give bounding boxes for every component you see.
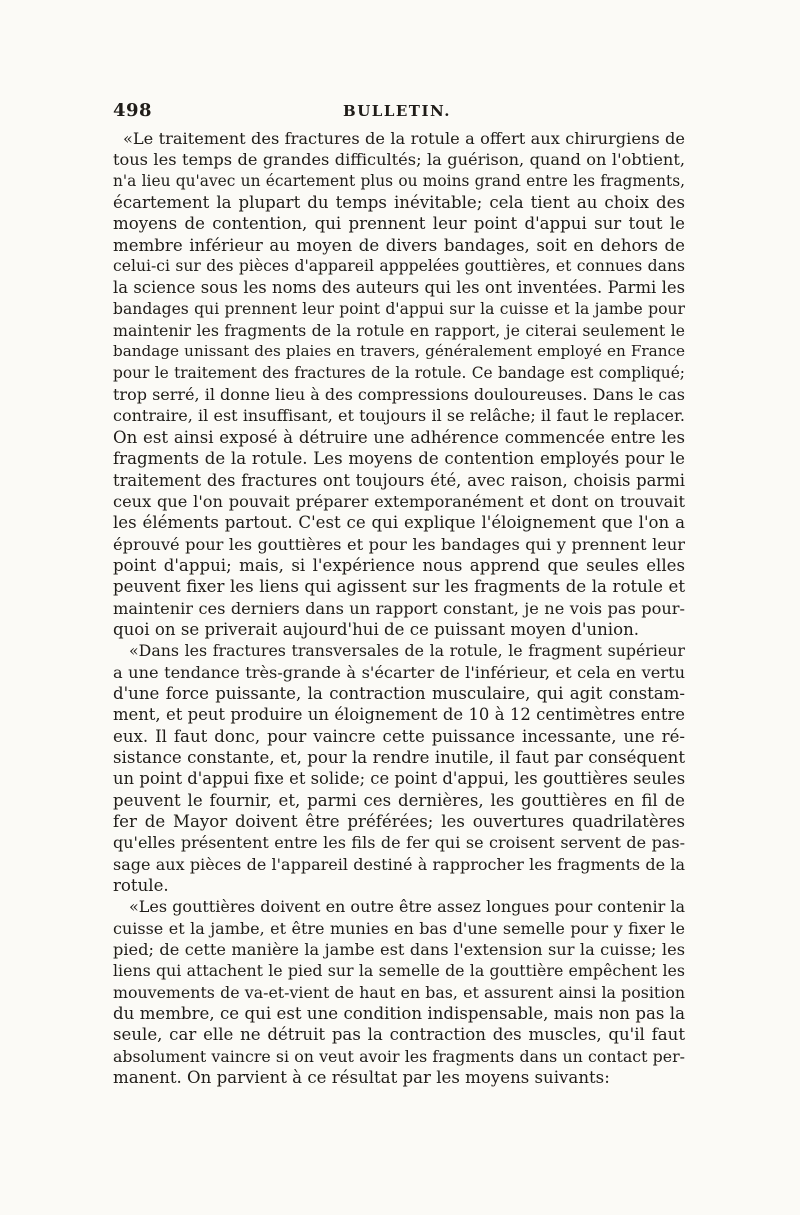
text-line: bandage unissant des plaies en travers, généralement employé en France [113,342,685,361]
text-line: fragments de la rotule. Les moyens de contention employés pour le [113,449,685,469]
text-line: du membre, ce qui est une condition indispensable, mais non pas la [113,1004,685,1024]
text-line: mouvements de va-et-vient de haut en bas, et assurent ainsi la position [113,982,685,1002]
text-line: écartement la plupart du temps inévitable; cela tient au choix des [113,193,685,213]
text-line: un point d'appui fixe et solide; ce point d'appui, les gouttières seules [113,769,686,789]
paragraph [113,128,685,640]
text-line: rotule. [113,876,169,896]
text-line: membre inférieur au moyen de divers bandages, soit en dehors de [113,235,685,255]
text-line: maintenir ces derniers dans un rapport constant, je ne vois pas pour- [113,598,685,618]
text-line: contraire, il est insuffisant, et toujours il se relâche; il faut le replacer. [113,406,685,426]
text-line: celui-ci sur des pièces d'appareil apppelées gouttières, et connues dans [113,257,685,276]
text-line: On est ainsi exposé à détruire une adhérence commencée entre les [113,427,685,447]
text-line: peuvent fixer les liens qui agissent sur les fragments de la rotule et [113,577,685,597]
text-line: trop serré, il donne lieu à des compressions douloureuses. Dans le cas [113,385,685,405]
text-line: eux. Il faut donc, pour vaincre cette puissance incessante, une ré- [113,726,685,746]
text-line: peuvent le fournir, et, parmi ces dernières, les gouttières en fil de [113,790,685,810]
text-line: ceux que l'on pouvait préparer extemporanément et dont on trouvait [113,491,685,511]
running-head [113,100,681,126]
page-number: 498 [113,100,153,121]
text-line: la science sous les noms des auteurs qui les ont inventées. Parmi les [113,278,685,298]
text-line: pied; de cette manière la jambe est dans l'extension sur la cuisse; les [113,940,685,960]
text-line: éprouvé pour les gouttières et pour les bandages qui y prennent leur [113,534,685,554]
text-line: quoi on se priverait aujourd'hui de ce puissant moyen d'union. [113,619,640,639]
paragraph [113,896,685,1088]
text-line: moyens de contention, qui prennent leur point d'appui sur tout le [113,214,685,234]
text-line: fer de Mayor doivent être préférées; les ouvertures quadrilatères [113,812,685,831]
body-text [113,128,685,1088]
text-line: «Les gouttières doivent en outre être assez longues pour contenir la [129,897,685,917]
text-line: ment, et peut produire un éloignement de 10 à 12 centimètres entre [113,705,685,725]
text-line: «Dans les fractures transversales de la rotule, le fragment supérieur [129,641,685,661]
text-line: tous les temps de grandes difficultés; la guérison, quand on l'obtient, [113,150,685,170]
text-line: manent. On parvient à ce résultat par les moyens suivants: [113,1068,610,1088]
text-line: seule, car elle ne détruit pas la contraction des muscles, qu'il faut [113,1025,685,1045]
text-line: sage aux pièces de l'appareil destiné à rapprocher les fragments de la [113,854,685,874]
text-line: d'une force puissante, la contraction musculaire, qui agit constam- [113,683,685,703]
text-line: absolument vaincre si on veut avoir les fragments dans un contact per- [113,1046,685,1066]
text-line: pour le traitement des fractures de la rotule. Ce bandage est compliqué; [113,363,685,382]
text-line: qu'elles présentent entre les fils de fer qui se croisent servent de pas- [113,833,685,853]
running-title: BULLETIN. [343,102,451,120]
text-line: cuisse et la jambe, et être munies en bas d'une semelle pour y fixer le [113,918,685,938]
paragraph [113,640,685,896]
text-line: n'a lieu qu'avec un écartement plus ou moins grand entre les fragments, [113,171,685,190]
text-line: liens qui attachent le pied sur la semelle de la gouttière empêchent les [113,961,685,981]
text-line: «Le traitement des fractures de la rotule a offert aux chirurgiens de [123,129,685,148]
text-line: les éléments partout. C'est ce qui explique l'éloignement que l'on a [113,513,685,533]
text-line: sistance constante, et, pour la rendre inutile, il faut par conséquent [113,747,685,767]
text-line: point d'appui; mais, si l'expérience nous apprend que seules elles [113,555,685,575]
text-line: a une tendance très-grande à s'écarter de l'inférieur, et cela en vertu [113,662,685,682]
text-line: maintenir les fragments de la rotule en rapport, je citerai seulement le [113,321,685,341]
text-line: traitement des fractures ont toujours été, avec raison, choisis parmi [113,470,685,490]
text-line: bandages qui prennent leur point d'appui sur la cuisse et la jambe pour [113,299,685,318]
